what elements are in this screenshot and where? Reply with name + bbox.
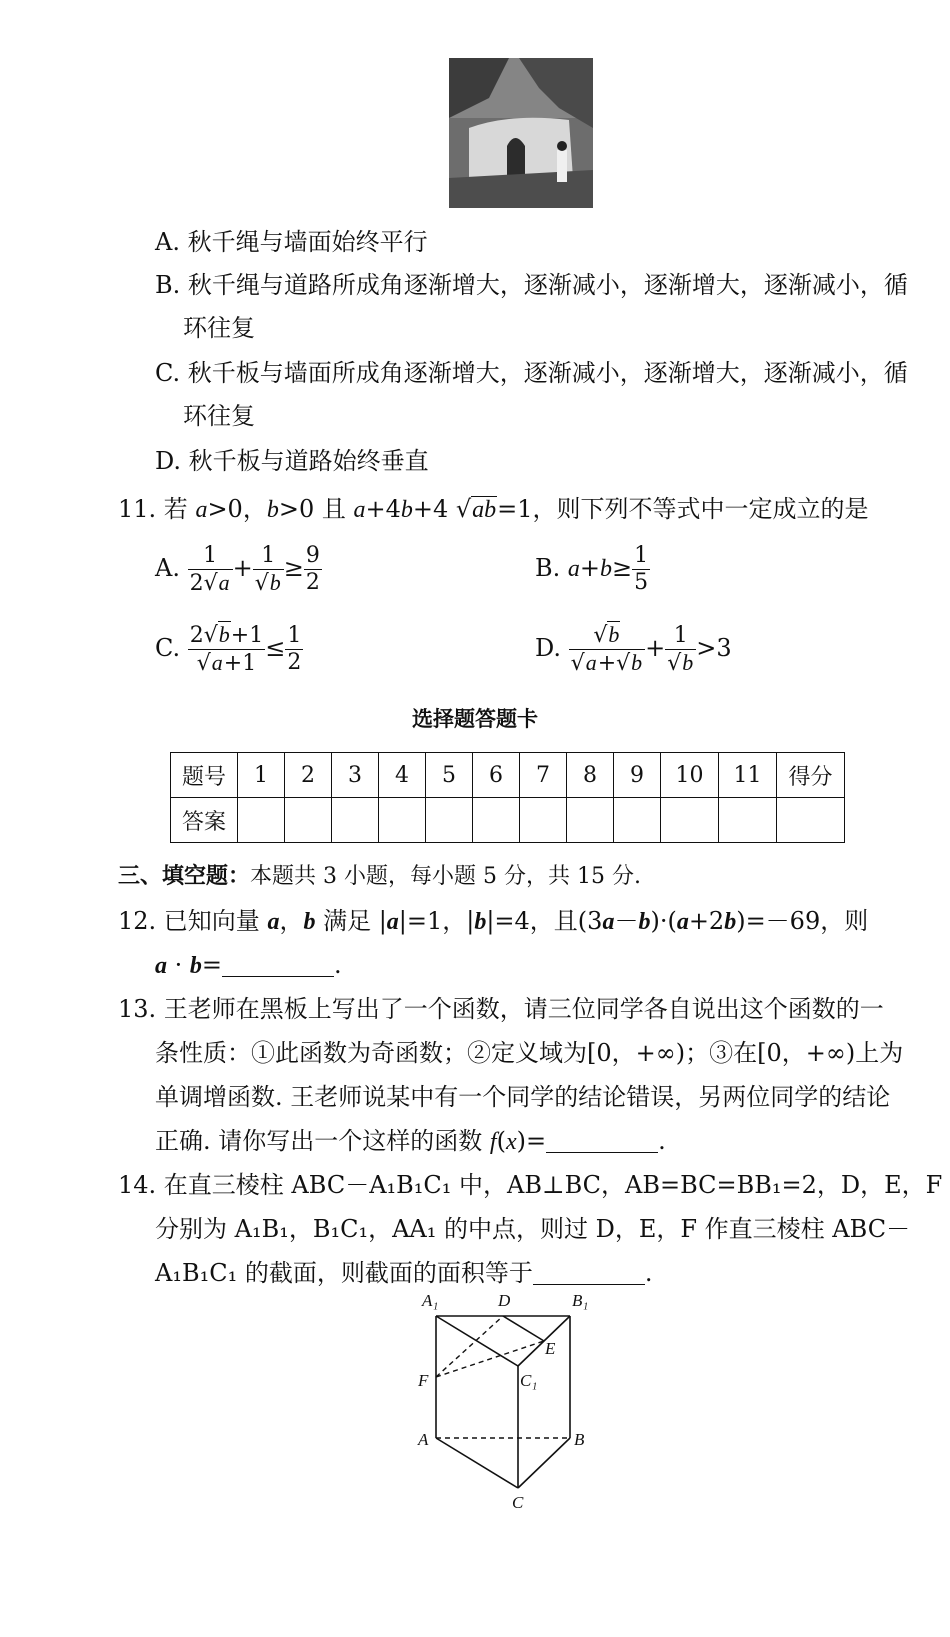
label-a: A	[418, 1430, 429, 1449]
q10-option-a: A. 秋千绳与墙面始终平行	[155, 228, 428, 256]
answer-cell[interactable]	[238, 798, 285, 843]
row-label-answer: 答案	[171, 798, 238, 843]
q12-line1: 12. 已知向量 a，b 满足 |a|=1，|b|=4，且(3a－b)·(a+2b)=－69，则	[118, 907, 869, 935]
answer-cell[interactable]	[285, 798, 332, 843]
q13-line3: 单调增函数. 王老师说某中有一个同学的结论错误，另两位同学的结论	[155, 1083, 891, 1111]
score-cell[interactable]	[777, 798, 845, 843]
question-number-cell: 8	[567, 753, 614, 798]
answer-card-title: 选择题答题卡	[412, 707, 538, 731]
q10-option-b-line1: B. 秋千绳与道路所成角逐渐增大，逐渐减小，逐渐增大，逐渐减小，循	[155, 271, 908, 299]
question-number-cell: 1	[238, 753, 285, 798]
question-number-cell: 10	[661, 753, 719, 798]
q10-option-c-line1: C. 秋千板与墙面所成角逐渐增大，逐渐减小，逐渐增大，逐渐减小，循	[155, 359, 908, 387]
label-c: C	[512, 1493, 524, 1512]
answer-cell[interactable]	[520, 798, 567, 843]
answer-cell[interactable]	[332, 798, 379, 843]
score-label-cell: 得分	[777, 753, 845, 798]
edge-bc	[518, 1438, 570, 1488]
question-number-cell: 3	[332, 753, 379, 798]
q12-answer-blank[interactable]	[222, 956, 334, 977]
question-number-cell: 5	[426, 753, 473, 798]
question-number-cell: 7	[520, 753, 567, 798]
row-label-number: 题号	[171, 753, 238, 798]
label-f: F	[418, 1371, 429, 1390]
label-b: B	[574, 1430, 585, 1449]
q14-line3: A₁B₁C₁ 的截面，则截面的面积等于 .	[155, 1259, 653, 1287]
edge-a1c1	[436, 1316, 518, 1366]
painting-svg	[449, 58, 593, 208]
q10-option-c-line2: 环往复	[183, 402, 255, 430]
answer-cell[interactable]	[614, 798, 661, 843]
answer-card-table	[170, 752, 845, 843]
q13-line2: 条性质：①此函数为奇函数；②定义域为[0，+∞)；③在[0，+∞)上为	[155, 1039, 904, 1067]
label-c1: C₁	[520, 1371, 538, 1390]
q13-answer-blank[interactable]	[546, 1132, 658, 1153]
question-number-cell: 6	[473, 753, 520, 798]
edge-ac	[436, 1438, 518, 1488]
segment-fd	[436, 1316, 503, 1377]
prism-figure	[400, 1292, 610, 1622]
q11-option-c: C. $\frac{2√b+1}{√a+1}$ ≤ $\frac{1}{2}$	[155, 622, 302, 676]
q13-line1: 13. 王老师在黑板上写出了一个函数，请三位同学各自说出这个函数的一	[118, 995, 884, 1023]
segment-de	[503, 1316, 544, 1341]
answer-cell[interactable]	[567, 798, 614, 843]
answer-cell[interactable]	[473, 798, 520, 843]
section3-header: 三、填空题：本题共 3 小题，每小题 5 分，共 15 分.	[118, 864, 641, 889]
illustration-image	[449, 58, 593, 208]
q11-option-d: D. $\frac{√b}{√a+√b}$ + $\frac{1}{√b}$ >3	[535, 622, 732, 676]
label-a1: A₁	[422, 1292, 439, 1310]
answer-cell[interactable]	[426, 798, 473, 843]
question-number-cell: 9	[614, 753, 661, 798]
label-e: E	[545, 1339, 556, 1358]
question-number-cell: 4	[379, 753, 426, 798]
table-row	[171, 753, 845, 798]
label-d: D	[498, 1292, 511, 1310]
answer-cell[interactable]	[661, 798, 719, 843]
q14-answer-blank[interactable]	[533, 1264, 645, 1285]
q11-option-b: B. a+b≥ $\frac{1}{5}$	[535, 543, 649, 595]
q13-line4: 正确. 请你写出一个这样的函数 f(x)= .	[155, 1127, 666, 1155]
q11-option-a: A. $\frac{1}{2√a}$ + $\frac{1}{√b}$ ≥ $\frac{9}{2}$	[155, 542, 320, 596]
table-row	[171, 798, 845, 843]
answer-cell[interactable]	[379, 798, 426, 843]
q14-line2: 分别为 A₁B₁，B₁C₁，AA₁ 的中点，则过 D，E，F 作直三棱柱 ABC－	[155, 1215, 911, 1243]
q14-line1: 14. 在直三棱柱 ABC－A₁B₁C₁ 中，AB⊥BC，AB=BC=BB₁=2，D，E，F	[118, 1171, 943, 1199]
question-number-cell: 11	[719, 753, 777, 798]
question-number-cell: 2	[285, 753, 332, 798]
q12-line2: a · b= .	[155, 951, 342, 979]
q11-stem: 11. 若 a>0，b>0 且 a+4b+4 √ab=1，则下列不等式中一定成立的是	[118, 495, 869, 523]
q10-option-b-line2: 环往复	[183, 314, 255, 342]
label-b1: B₁	[572, 1292, 589, 1310]
q10-option-d: D. 秋千板与道路始终垂直	[155, 447, 429, 475]
answer-cell[interactable]	[719, 798, 777, 843]
